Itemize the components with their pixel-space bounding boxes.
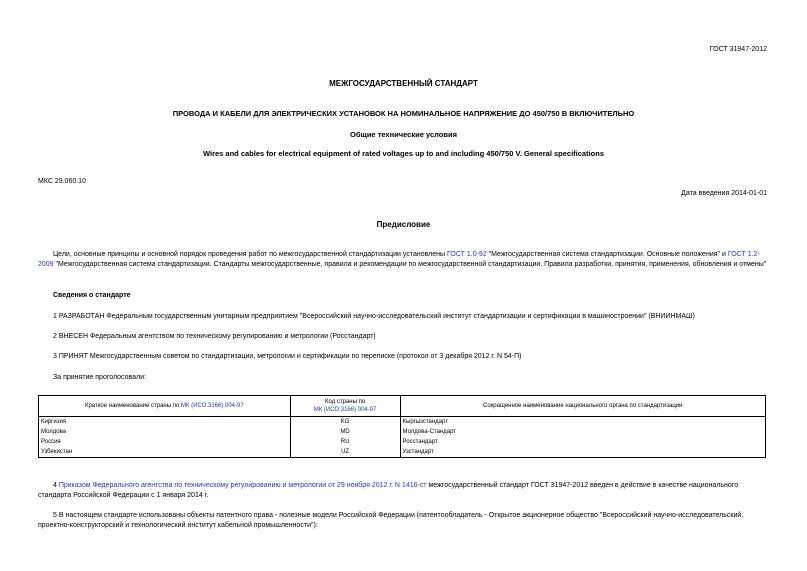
code-cell: MD: [290, 427, 400, 437]
mk-iso-3166-link[interactable]: МК (ИСО 3166) 004-97: [313, 407, 377, 413]
document-subtitle: Общие технические условия: [350, 130, 457, 139]
paragraph-text: Цели, основные принципы и основной порядок проведения работ по межгосударственной стандартизации установлены: [53, 251, 447, 258]
introduction-date: Дата введения 2014-01-01: [681, 190, 767, 197]
column-header-country: [39, 396, 291, 417]
country-cell: Молдова: [39, 427, 291, 437]
national-body-cell: Кыргызстандарт: [400, 417, 765, 428]
mks-code: МКС 29.060.10: [38, 178, 86, 185]
code-cell: RU: [290, 437, 400, 447]
document-title-english: Wires and cables for electrical equipment of rated voltages up to and including 450/750 V. General specifications: [202, 149, 605, 158]
item-4-enacted: [38, 481, 768, 501]
rosstandart-order-link[interactable]: Приказом Федерального агентства по техническому регулированию и метрологии от 29 ноября 2012 г. N 1416-ст: [58, 482, 427, 489]
country-cell: Узбекистан: [39, 447, 291, 458]
document-code: ГОСТ 31947-2012: [709, 46, 767, 53]
foreword-paragraph: [38, 250, 768, 270]
table-row: [39, 417, 766, 428]
voted-label: За принятие проголосовали:: [53, 374, 146, 381]
table-row: [39, 427, 766, 437]
national-body-cell: Росстандарт: [400, 437, 765, 447]
paragraph-text: "Межгосударственная система стандартизации. Основные положения" и: [486, 251, 728, 258]
table-row: [39, 447, 766, 458]
voting-countries-table: [38, 395, 766, 458]
standard-info-heading: Сведения о стандарте: [53, 292, 131, 299]
country-cell: Киргизия: [39, 417, 291, 428]
header-text: Краткое наименование страны по: [84, 403, 181, 409]
gost-1-2-2009-link[interactable]: ГОСТ 1.2-2009: [38, 251, 760, 268]
code-cell: UZ: [290, 447, 400, 458]
country-cell: Россия: [39, 437, 291, 447]
national-body-cell: Узстандарт: [400, 447, 765, 458]
table-row: [39, 437, 766, 447]
column-header-national-body: Сокращенное наименование национального органа по стандартизации: [400, 396, 765, 417]
paragraph-text: межгосударственный стандарт ГОСТ 31947-2012 введен в действие в качестве национального стандарта Российской Федерации с 1 января 2014 г.: [38, 482, 739, 499]
paragraph-text: 4: [53, 482, 59, 489]
paragraph-text: "Межгосударственная система стандартизации. Стандарты межгосударственные, правила и рекомендации по межгосударственной стандартизации. Правила разработки, принятия, применения, обновления и отмены": [53, 261, 767, 268]
foreword-heading: Предисловие: [376, 220, 431, 229]
interstate-standard-heading: МЕЖГОСУДАРСТВЕННЫЙ СТАНДАРТ: [329, 79, 478, 88]
item-3-adopted: 3 ПРИНЯТ Межгосударственным советом по стандартизации, метрологии и сертификации по переписке (протокол от 3 декабря 2012 г. N 54-П): [53, 353, 522, 360]
document-title: ПРОВОДА И КАБЕЛИ ДЛЯ ЭЛЕКТРИЧЕСКИХ УСТАНОВОК НА НОМИНАЛЬНОЕ НАПРЯЖЕНИЕ ДО 450/750 В ВКЛЮЧИТЕЛЬНО: [172, 109, 635, 118]
header-text: Код страны по: [325, 399, 366, 405]
mk-iso-3166-link[interactable]: МК (ИСО 3166) 004-97: [180, 403, 244, 409]
item-2-submitted: 2 ВНЕСЕН Федеральным агентством по техническому регулированию и метрологии (Росстандарт): [53, 333, 376, 340]
item-1-developed: 1 РАЗРАБОТАН Федеральным государственным унитарным предприятием "Всероссийский научно-исследовательский институт стандартизации и сертификации в машиностроении" (ВНИИНМАШ): [53, 313, 695, 320]
code-cell: KG: [290, 417, 400, 428]
column-header-code: [290, 396, 400, 417]
item-5-patents: 5 В настоящем стандарте использованы объекты патентного права - полезные модели Российской Федерации (патентообладатель - Открытое акционерное общество "Всероссийский научно-исследовательский, проектно-конструкторский и технологический институт кабельной промышленности"):: [38, 512, 744, 529]
gost-1-0-92-link[interactable]: ГОСТ 1.0-92: [446, 251, 487, 258]
national-body-cell: Молдова-Стандарт: [400, 427, 765, 437]
